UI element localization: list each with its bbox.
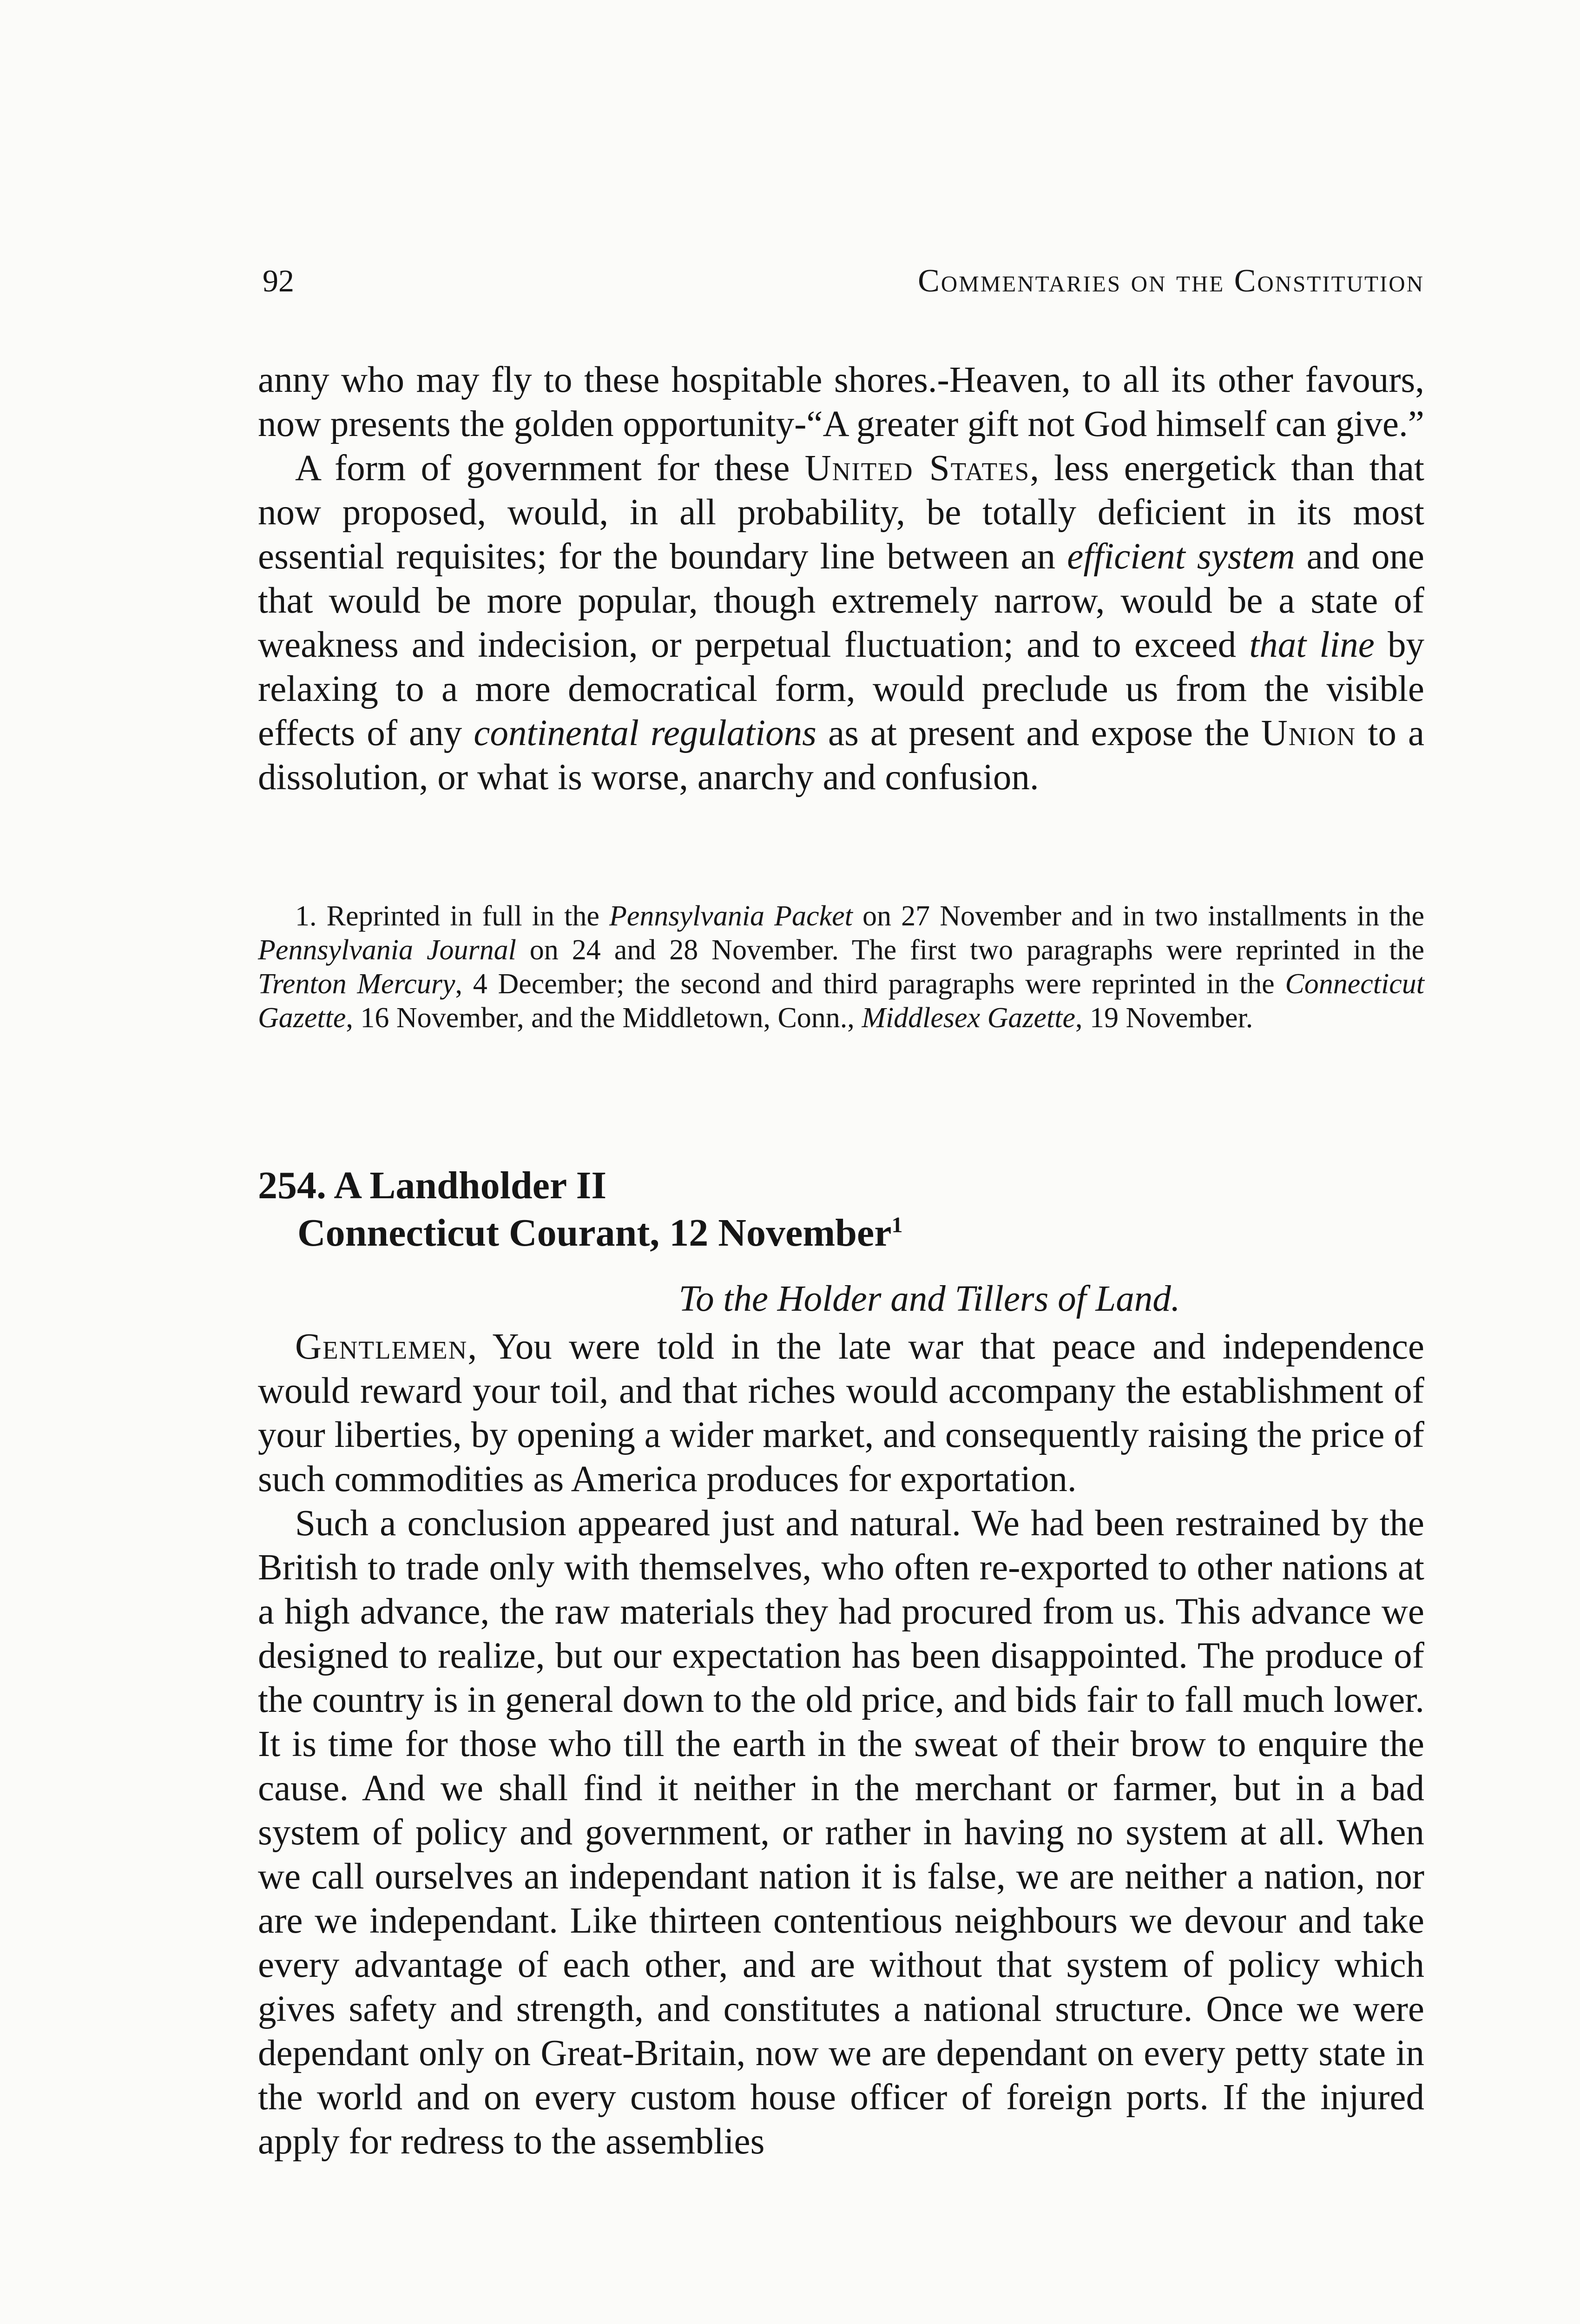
page-header [263,263,1424,309]
letter-paragraph-1: Gentlemen, You were told in the late war that peace and independence would reward your toil, and that riches would accompany the establishment of your liberties, by opening a wider market, and consequently raising the price of such commodities as America produces for exportation. [258,1327,1424,1499]
document-number-title: 254. A Landholder II [258,1164,607,1207]
continuation-paragraph-1: anny who may fly to these hospitable shores.-Heaven, to all its other favours, now presents the golden opportunity-“A greater gift not God himself can give.” [258,360,1424,444]
document-source: Connecticut Courant, 12 November$^1$ [297,1211,903,1254]
that-line-italic: that line [1249,625,1375,665]
efficient-system-italic: efficient system [1067,536,1295,577]
footnote-mark: 1. [295,900,317,932]
salutation: To the Holder and Tillers of Land. [678,1279,1180,1319]
continuation-text [258,358,1424,799]
letter-text [258,1325,1424,2164]
letter-paragraph-2: Such a conclusion appeared just and natural. We had been restrained by the British to trade only with themselves, who often re-exported to other nations at a high advance, the raw materials they had procured from us. This advance we designed to realize, but our expectation has been disappointed. The produce of the country is in general down to the old price, and bids fair to fall much lower. It is time for those who till the earth in the sweat of their brow to enquire the cause. And we shall find it neither in the merchant or farmer, but in a bad system of policy and government, or rather in having no system at all. When we call ourselves an independant nation it is false, we are neither a nation, nor are we independant. Like thirteen contentious neighbours we devour and take every advantage of each other, and are without that system of policy which gives safety and strength, and constitutes a national structure. Once we were dependant only on Great-Britain, now we are dependant on every petty state in the world and on every custom house officer of foreign ports. If the injured apply for redress to the assemblies [258,1503,1424,2162]
running-head: Commentaries on the Constitution [918,263,1424,299]
continuation-paragraph-2: A form of government for these United States, less energetick than that now proposed, would, in all probability, be totally deficient in its most essential requisites; for the boundary line between an efficient system and one that would be more popular, though extremely narrow, would be a state of weakness and indecision, or perpetual fluctuation; and to exceed that line by relaxing to a more democratical form, would preclude us from the visible effects of any continental regulations as at present and expose the Union to a dissolution, or what is worse, anarchy and confusion. [258,448,1425,798]
footnote: 1. Reprinted in full in the Pennsylvania Packet on 27 November and in two installments in the Pennsylvania Journal on 24 and 28 November. The first two paragraphs were reprinted in the Trenton Mercury, 4 December; the second and third paragraphs were reprinted in the Connecticut Gazette, 16 November, and the Middletown, Conn., Middlesex Gazette, 19 November. [258,900,1424,1034]
gentlemen-smallcaps: Gentlemen [295,1327,468,1367]
page-number: 92 [263,263,294,298]
continental-regulations-italic: continental regulations [474,713,816,753]
united-states-smallcaps: United States [804,448,1030,489]
document-heading [258,1162,1424,1257]
source-footnote-marker: 1 [891,1213,903,1237]
union-smallcaps: Union [1261,713,1356,753]
